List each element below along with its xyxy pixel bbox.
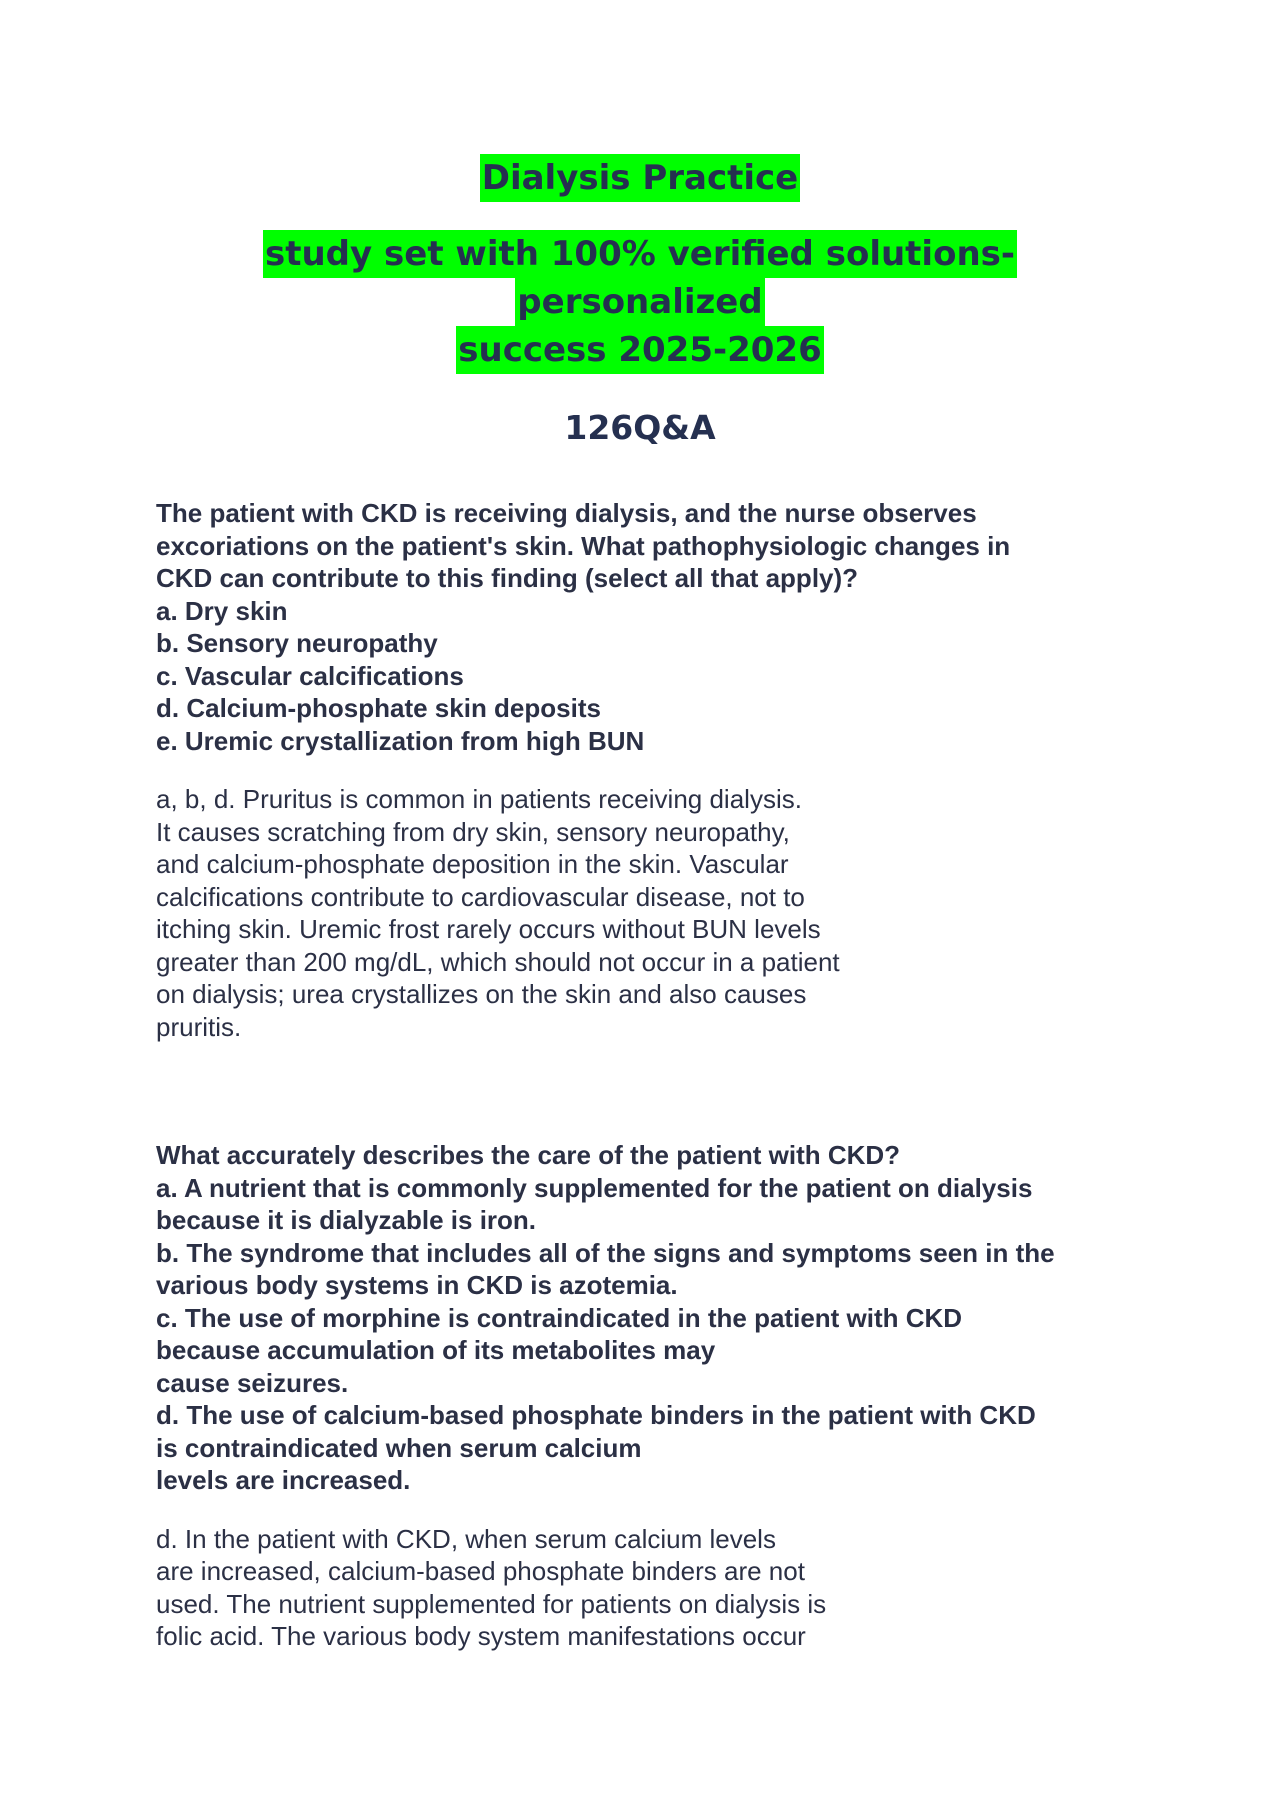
question-line: CKD can contribute to this finding (select all that apply)? bbox=[156, 563, 859, 593]
option-d-cont: levels are increased. bbox=[156, 1465, 411, 1495]
answer-line: a, b, d. Pruritus is common in patients receiving dialysis. bbox=[156, 784, 802, 814]
option-d: d. The use of calcium-based phosphate binders in the patient with CKD bbox=[156, 1400, 1036, 1430]
answer-line: and calcium-phosphate deposition in the skin. Vascular bbox=[156, 849, 789, 879]
subtitle-line-2: success 2025-2026 bbox=[456, 326, 824, 374]
question-line: excoriations on the patient's skin. What pathophysiologic changes in bbox=[156, 530, 1011, 561]
option-a-cont: because it is dialyzable is iron. bbox=[156, 1205, 537, 1235]
qa-item-2 bbox=[156, 1139, 1136, 1653]
document-header bbox=[0, 152, 1280, 452]
answer-1 bbox=[156, 783, 1136, 1043]
answer-2 bbox=[156, 1523, 1136, 1653]
answer-line: on dialysis; urea crystallizes on the skin and also causes bbox=[156, 979, 807, 1009]
option-b: b. Sensory neuropathy bbox=[156, 628, 438, 658]
document-subtitle bbox=[160, 230, 1120, 374]
option-e: e. Uremic crystallization from high BUN bbox=[156, 725, 645, 756]
option-c-cont: because accumulation of its metabolites may bbox=[156, 1335, 716, 1365]
answer-line: folic acid. The various body system manifestations occur bbox=[156, 1621, 806, 1651]
option-a: a. A nutrient that is commonly supplemented for the patient on dialysis bbox=[156, 1172, 1033, 1203]
subtitle-line-1: study set with 100% verified solutions-personalized bbox=[263, 230, 1017, 326]
option-d-cont: is contraindicated when serum calcium bbox=[156, 1432, 642, 1463]
option-c: c. The use of morphine is contraindicated in the patient with CKD bbox=[156, 1302, 963, 1333]
option-c: c. Vascular calcifications bbox=[156, 660, 464, 691]
option-b: b. The syndrome that includes all of the signs and symptoms seen in the bbox=[156, 1237, 1055, 1268]
answer-line: calcifications contribute to cardiovascular disease, not to bbox=[156, 881, 805, 912]
answer-line: pruritis. bbox=[156, 1011, 242, 1042]
qa-item-1 bbox=[156, 497, 1136, 1043]
question-count: 126Q&A bbox=[564, 408, 716, 447]
option-a: a. Dry skin bbox=[156, 595, 288, 626]
option-d: d. Calcium-phosphate skin deposits bbox=[156, 693, 601, 723]
question-line: What accurately describes the care of the patient with CKD? bbox=[156, 1140, 901, 1170]
document-title bbox=[0, 152, 1280, 204]
answer-line: greater than 200 mg/dL, which should not occur in a patient bbox=[156, 946, 840, 977]
question-1 bbox=[156, 497, 1136, 757]
question-2 bbox=[156, 1139, 1136, 1497]
option-b-cont: various body systems in CKD is azotemia. bbox=[156, 1270, 678, 1300]
question-line: The patient with CKD is receiving dialysis, and the nurse observes bbox=[156, 498, 977, 528]
spacer bbox=[156, 1043, 1136, 1139]
answer-line: used. The nutrient supplemented for patients on dialysis is bbox=[156, 1588, 827, 1619]
option-c-cont: cause seizures. bbox=[156, 1367, 349, 1398]
answer-line: itching skin. Uremic frost rarely occurs without BUN levels bbox=[156, 914, 821, 944]
answer-line: It causes scratching from dry skin, sensory neuropathy, bbox=[156, 816, 790, 847]
qa-content bbox=[156, 497, 1136, 1653]
answer-line: are increased, calcium-based phosphate binders are not bbox=[156, 1556, 805, 1586]
answer-line: d. In the patient with CKD, when serum calcium levels bbox=[156, 1523, 776, 1554]
title-highlight: Dialysis Practice bbox=[480, 154, 801, 202]
